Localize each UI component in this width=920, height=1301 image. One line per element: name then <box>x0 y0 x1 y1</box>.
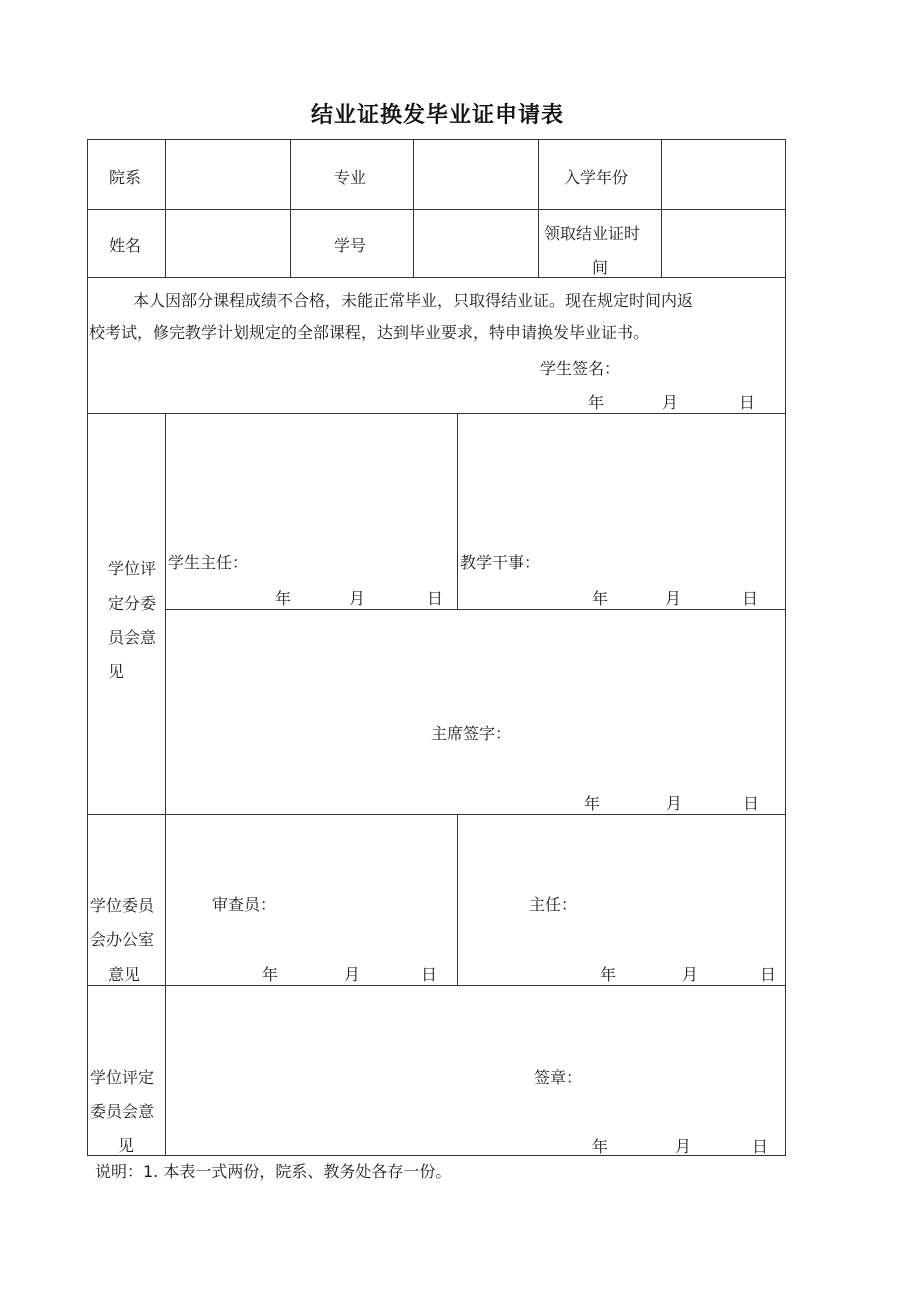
committee-label: 见 <box>118 1136 135 1155</box>
date-day: 日 <box>427 589 444 608</box>
date-year: 年 <box>600 965 617 984</box>
statement-line-2: 校考试，修完教学计划规定的全部课程，达到毕业要求，特申请换发毕业证书。 <box>89 323 650 342</box>
date-month: 月 <box>344 965 361 984</box>
certificate-time-label-wrap: 间 <box>592 258 609 277</box>
director-label: 主任： <box>529 895 578 914</box>
col-divider <box>538 139 539 277</box>
enrollment-year-label: 入学年份 <box>564 168 629 187</box>
certificate-time-value[interactable] <box>662 210 785 277</box>
seal-label: 签章： <box>534 1068 583 1087</box>
committee-label: 委员会意 <box>90 1102 155 1121</box>
student-id-value[interactable] <box>414 210 537 277</box>
student-signature-label: 学生签名： <box>540 359 621 378</box>
department-label: 院系 <box>109 168 142 187</box>
date-year: 年 <box>275 589 292 608</box>
teaching-secretary-label: 教学干事： <box>460 553 541 572</box>
date-month: 月 <box>349 589 366 608</box>
chair-signature-label: 主席签字： <box>431 724 512 743</box>
subcommittee-label: 员会意 <box>108 628 157 647</box>
date-year: 年 <box>592 1137 609 1156</box>
statement-paragraph <box>87 285 786 349</box>
date-day: 日 <box>739 393 756 412</box>
date-month: 月 <box>666 794 683 813</box>
row-divider <box>87 277 786 278</box>
row-divider <box>87 413 786 414</box>
date-day: 日 <box>742 589 759 608</box>
name-label: 姓名 <box>109 236 142 255</box>
office-label: 会办公室 <box>90 930 155 949</box>
date-year: 年 <box>588 393 605 412</box>
date-month: 月 <box>675 1137 692 1156</box>
col-divider <box>290 139 291 277</box>
form-title: 结业证换发毕业证申请表 <box>310 103 564 128</box>
date-day: 日 <box>421 965 438 984</box>
name-value[interactable] <box>166 210 289 277</box>
subcommittee-label: 见 <box>108 662 125 681</box>
date-day: 日 <box>760 965 777 984</box>
date-day: 日 <box>743 794 760 813</box>
date-year: 年 <box>592 589 609 608</box>
office-label: 学位委员 <box>90 896 155 915</box>
date-year: 年 <box>262 965 279 984</box>
student-id-label: 学号 <box>334 236 367 255</box>
date-year: 年 <box>584 794 601 813</box>
row-divider <box>87 814 786 815</box>
head-teacher-label: 学生主任： <box>168 553 249 572</box>
major-label: 专业 <box>334 168 367 187</box>
footnote: 说明：1. 本表一式两份，院系、教务处各存一份。 <box>95 1162 452 1181</box>
date-month: 月 <box>665 589 682 608</box>
enrollment-year-value[interactable] <box>662 140 785 209</box>
row-divider <box>165 609 786 610</box>
col-divider <box>457 413 458 609</box>
subcommittee-label: 定分委 <box>108 594 157 613</box>
committee-label: 学位评定 <box>90 1068 155 1087</box>
statement-line-1: 本人因部分课程成绩不合格，未能正常毕业，只取得结业证。现在规定时间内返 <box>133 291 694 310</box>
office-label: 意见 <box>108 965 141 984</box>
department-value[interactable] <box>166 140 289 209</box>
date-month: 月 <box>682 965 699 984</box>
date-day: 日 <box>752 1137 769 1156</box>
reviewer-label: 审查员： <box>212 895 277 914</box>
certificate-time-label: 领取结业证时 <box>544 224 641 243</box>
row-divider <box>87 985 786 986</box>
major-value[interactable] <box>414 140 537 209</box>
col-divider <box>165 413 166 1156</box>
col-divider <box>457 814 458 985</box>
subcommittee-label: 学位评 <box>108 559 157 578</box>
date-month: 月 <box>662 393 679 412</box>
